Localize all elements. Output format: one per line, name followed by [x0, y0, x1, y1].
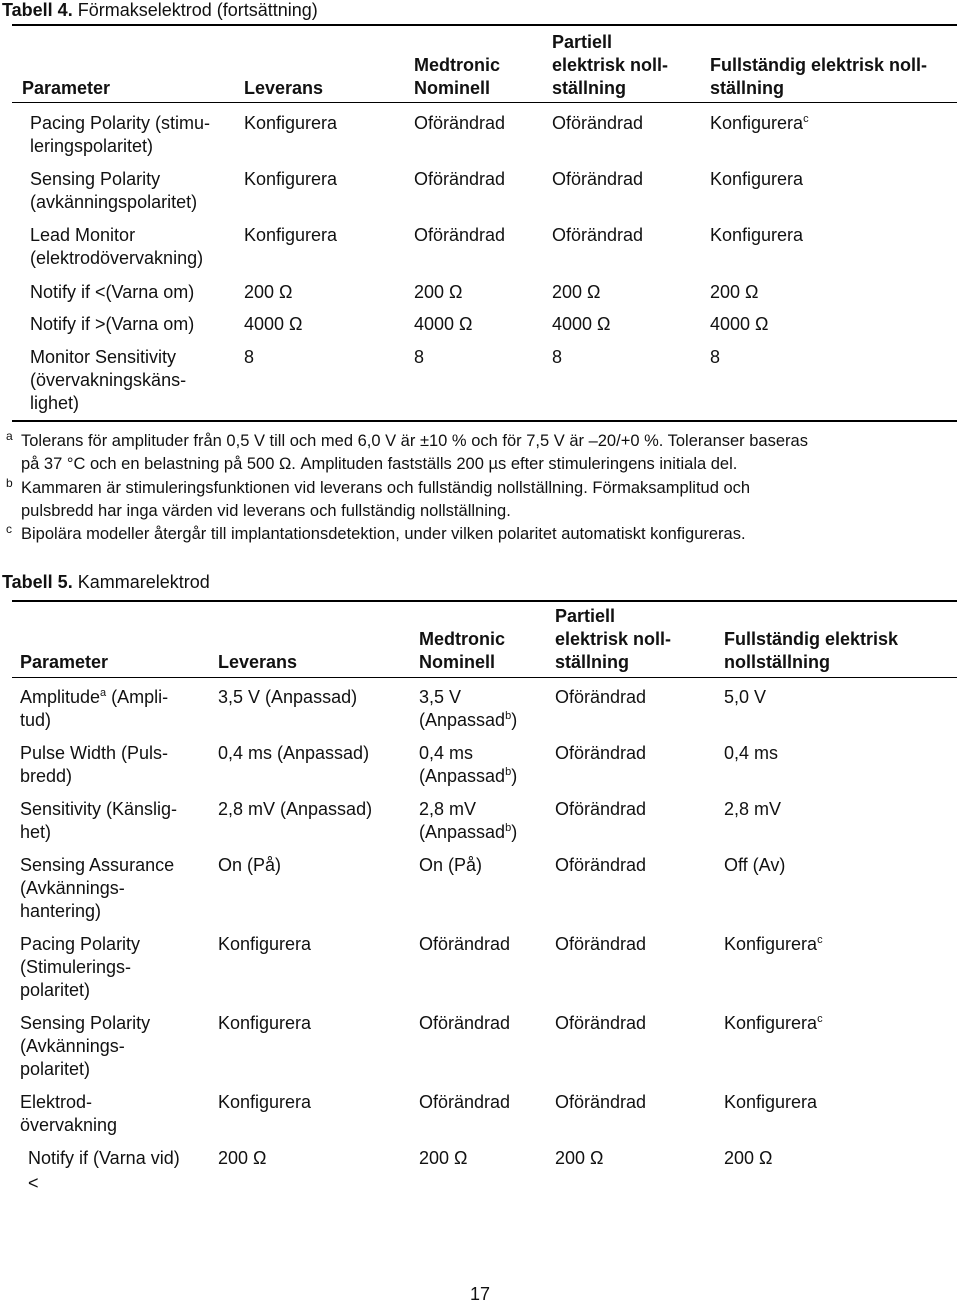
t5-header-medtronic-2: Nominell: [419, 652, 496, 672]
t4-r1-leverans: Konfigurera: [244, 169, 338, 189]
footnote-c: [6, 523, 950, 546]
t5-r0-medtronic-1: 3,5 V: [419, 687, 462, 707]
t5-r1-partiell: Oförändrad: [555, 743, 647, 763]
t5-r5-full: [724, 1012, 823, 1035]
t4-r2-param-1: Lead Monitor: [30, 225, 136, 245]
t5-r4-param-3: polaritet): [20, 980, 91, 1000]
t5-r0-param-text: Amplitude: [20, 687, 101, 707]
t5-r3-param-3: hantering): [20, 901, 102, 921]
t4-r2-leverans: Konfigurera: [244, 225, 338, 245]
t5-r5-param-1: Sensing Polarity: [20, 1013, 151, 1033]
table4-header-rule: [12, 102, 957, 103]
t5-r6-medtronic: Oförändrad: [419, 1092, 511, 1112]
t4-header-partiell-1: Partiell: [552, 32, 613, 52]
t5-r1-medtronic-1: 0,4 ms: [419, 743, 474, 763]
footnote-mark: a: [6, 429, 13, 443]
footnote-line: Kammaren är stimuleringsfunktionen vid leverans och fullständig nollställning. Förmaksamplitud och: [21, 479, 751, 497]
table4-caption-label: Tabell 4.: [2, 0, 73, 20]
footnote-ref: b: [505, 710, 512, 722]
t5-r4-full: [724, 933, 823, 956]
t4-header-medtronic-2: Nominell: [414, 78, 491, 98]
t4-r1-partiell: Oförändrad: [552, 169, 644, 189]
t5-r2-med2-text: (Anpassad: [419, 822, 506, 842]
t4-r3-full: 200 Ω: [710, 282, 759, 302]
t5-header-parameter: Parameter: [20, 652, 109, 672]
t5-header-full-1: Fullständig elektrisk: [724, 629, 899, 649]
footnote-line: pulsbredd har inga värden vid leverans och fullständig nollställning.: [21, 501, 511, 520]
table4-caption-title: Förmakselektrod (fortsättning): [72, 0, 318, 20]
table4-top-rule: [12, 24, 957, 26]
t5-r2-param-2: het): [20, 822, 52, 842]
footnote-b: [6, 477, 950, 522]
t5-r0-param-2: tud): [20, 710, 52, 730]
t5-r1-full: 0,4 ms: [724, 743, 779, 763]
t4-header-medtronic-1: Medtronic: [414, 55, 501, 75]
t5-r2-leverans: 2,8 mV (Anpassad): [218, 799, 373, 819]
t4-r4-partiell: 4000 Ω: [552, 314, 611, 334]
t4-r3-param-1: Notify if <(Varna om): [30, 282, 195, 302]
t4-r5-param-1: Monitor Sensitivity: [30, 347, 177, 367]
t5-r6-partiell: Oförändrad: [555, 1092, 647, 1112]
t5-r3-leverans: On (På): [218, 855, 282, 875]
t5-r0-partiell: Oförändrad: [555, 687, 647, 707]
t5-r0-med2-tail: ): [511, 710, 518, 730]
t5-r5-partiell: Oförändrad: [555, 1013, 647, 1033]
t5-r3-param-1: Sensing Assurance: [20, 855, 175, 875]
t4-header-parameter: Parameter: [22, 78, 111, 98]
t5-r0-param-tail: (Ampli-: [106, 687, 169, 707]
t5-r0-full: 5,0 V: [724, 687, 767, 707]
footnote-line: Tolerans för amplituder från 0,5 V till och med 6,0 V är ±10 % och för 7,5 V är –20/+0 %. Toleranser baseras: [21, 432, 808, 450]
t5-r4-param-2: (Stimulerings-: [20, 957, 132, 977]
t4-r0-param-1: Pacing Polarity (stimu-: [30, 113, 211, 133]
t4-r2-param-2: (elektrodövervakning): [30, 248, 204, 268]
t4-r3-leverans: 200 Ω: [244, 282, 293, 302]
t4-r5-param-3: lighet): [30, 393, 80, 413]
t5-r6-leverans: Konfigurera: [218, 1092, 312, 1112]
table5-top-rule: [12, 600, 957, 602]
footnote-ref: a: [100, 687, 107, 699]
table5-caption: [2, 572, 210, 593]
t4-header-full-2: ställning: [710, 78, 785, 98]
t5-r7-full: 200 Ω: [724, 1148, 773, 1168]
t5-r7-param-2: <: [28, 1173, 39, 1193]
t5-r1-medtronic-2: [419, 765, 517, 788]
t5-r5-medtronic: Oförändrad: [419, 1013, 511, 1033]
t4-r4-full: 4000 Ω: [710, 314, 769, 334]
t5-r6-param-1: Elektrod-: [20, 1092, 93, 1112]
t4-r5-leverans: 8: [244, 347, 255, 367]
table5-caption-label: Tabell 5.: [2, 572, 73, 592]
t4-r2-full: Konfigurera: [710, 225, 804, 245]
page-number: 17: [469, 1284, 491, 1304]
t5-r1-param-2: bredd): [20, 766, 73, 786]
t4-header-full-1: Fullständig elektrisk noll-: [710, 55, 928, 75]
table4-bottom-rule: [12, 420, 957, 422]
t5-r5-param-2: (Avkännings-: [20, 1036, 125, 1056]
table5-caption-title: Kammarelektrod: [72, 572, 210, 592]
t4-r5-full: 8: [710, 347, 721, 367]
t5-r2-medtronic-1: 2,8 mV: [419, 799, 477, 819]
t5-header-full-2: nollställning: [724, 652, 830, 672]
t4-r2-medtronic: Oförändrad: [414, 225, 506, 245]
footnote-mark: c: [6, 522, 12, 536]
t4-r0-medtronic: Oförändrad: [414, 113, 506, 133]
t4-r0-leverans: Konfigurera: [244, 113, 338, 133]
t4-r3-medtronic: 200 Ω: [414, 282, 463, 302]
t4-header-leverans: Leverans: [244, 78, 324, 98]
t5-r3-medtronic: On (På): [419, 855, 483, 875]
t5-r1-med2-tail: ): [511, 766, 518, 786]
t4-r1-medtronic: Oförändrad: [414, 169, 506, 189]
t4-r1-param-1: Sensing Polarity: [30, 169, 161, 189]
t5-r1-param-1: Pulse Width (Puls-: [20, 743, 169, 763]
footnote-a: [6, 430, 950, 475]
footnote-ref: c: [817, 1013, 823, 1025]
t5-r0-med2-text: (Anpassad: [419, 710, 506, 730]
t5-r3-partiell: Oförändrad: [555, 855, 647, 875]
t5-header-partiell-3: ställning: [555, 652, 630, 672]
t4-r5-medtronic: 8: [414, 347, 425, 367]
t5-header-partiell-2: elektrisk noll-: [555, 629, 672, 649]
t5-header-leverans: Leverans: [218, 652, 298, 672]
t5-r7-medtronic: 200 Ω: [419, 1148, 468, 1168]
t5-r4-param-1: Pacing Polarity: [20, 934, 141, 954]
t5-r0-leverans: 3,5 V (Anpassad): [218, 687, 358, 707]
t4-r1-param-2: (avkänningspolaritet): [30, 192, 198, 212]
t4-r1-full: Konfigurera: [710, 169, 804, 189]
footnote-ref: b: [505, 822, 512, 834]
t5-r2-param-1: Sensitivity (Känslig-: [20, 799, 178, 819]
t5-r7-param-1: Notify if (Varna vid): [28, 1148, 180, 1168]
t5-r2-partiell: Oförändrad: [555, 799, 647, 819]
footnote-ref: c: [817, 934, 823, 946]
t5-r0-param-1: [20, 686, 168, 709]
t5-r6-param-2: övervakning: [20, 1115, 118, 1135]
t5-r4-full-text: Konfigurera: [724, 934, 818, 954]
t5-r1-leverans: 0,4 ms (Anpassad): [218, 743, 370, 763]
footnote-mark: b: [6, 476, 13, 490]
footnote-line: på 37 °C och en belastning på 500 Ω. Amplituden fastställs 200 µs efter stimuleringens initiala del.: [21, 454, 738, 473]
t4-header-partiell-3: ställning: [552, 78, 627, 98]
t5-header-partiell-1: Partiell: [555, 606, 616, 626]
t4-r4-medtronic: 4000 Ω: [414, 314, 473, 334]
t4-r4-param-1: Notify if >(Varna om): [30, 314, 195, 334]
t4-r4-leverans: 4000 Ω: [244, 314, 303, 334]
t5-r2-med2-tail: ): [511, 822, 518, 842]
t4-header-partiell-2: elektrisk noll-: [552, 55, 669, 75]
t4-r0-full-text: Konfigurera: [710, 113, 804, 133]
t5-r7-partiell: 200 Ω: [555, 1148, 604, 1168]
t4-r5-param-2: (övervakningskäns-: [30, 370, 187, 390]
t5-r7-leverans: 200 Ω: [218, 1148, 267, 1168]
table5-header-rule: [12, 677, 957, 678]
t4-r2-partiell: Oförändrad: [552, 225, 644, 245]
t5-r4-leverans: Konfigurera: [218, 934, 312, 954]
t4-r3-partiell: 200 Ω: [552, 282, 601, 302]
t5-r4-medtronic: Oförändrad: [419, 934, 511, 954]
footnote-ref: c: [803, 113, 809, 125]
t5-r5-full-text: Konfigurera: [724, 1013, 818, 1033]
t5-r5-param-3: polaritet): [20, 1059, 91, 1079]
t5-r5-leverans: Konfigurera: [218, 1013, 312, 1033]
t5-r2-full: 2,8 mV: [724, 799, 782, 819]
t4-r0-partiell: Oförändrad: [552, 113, 644, 133]
t5-r6-full: Konfigurera: [724, 1092, 818, 1112]
t4-r0-param-2: leringspolaritet): [30, 136, 154, 156]
t5-r3-param-2: (Avkännings-: [20, 878, 125, 898]
t5-r2-medtronic-2: [419, 821, 517, 844]
table4-caption: [2, 0, 318, 21]
t5-r0-medtronic-2: [419, 709, 517, 732]
footnote-line: Bipolära modeller återgår till implantationsdetektion, under vilken polaritet automatiskt konfigureras.: [21, 525, 746, 543]
t5-header-medtronic-1: Medtronic: [419, 629, 506, 649]
t4-r0-full: [710, 112, 809, 135]
t4-r5-partiell: 8: [552, 347, 563, 367]
t5-r4-partiell: Oförändrad: [555, 934, 647, 954]
t5-r1-med2-text: (Anpassad: [419, 766, 506, 786]
t5-r3-full: Off (Av): [724, 855, 786, 875]
footnote-ref: b: [505, 766, 512, 778]
